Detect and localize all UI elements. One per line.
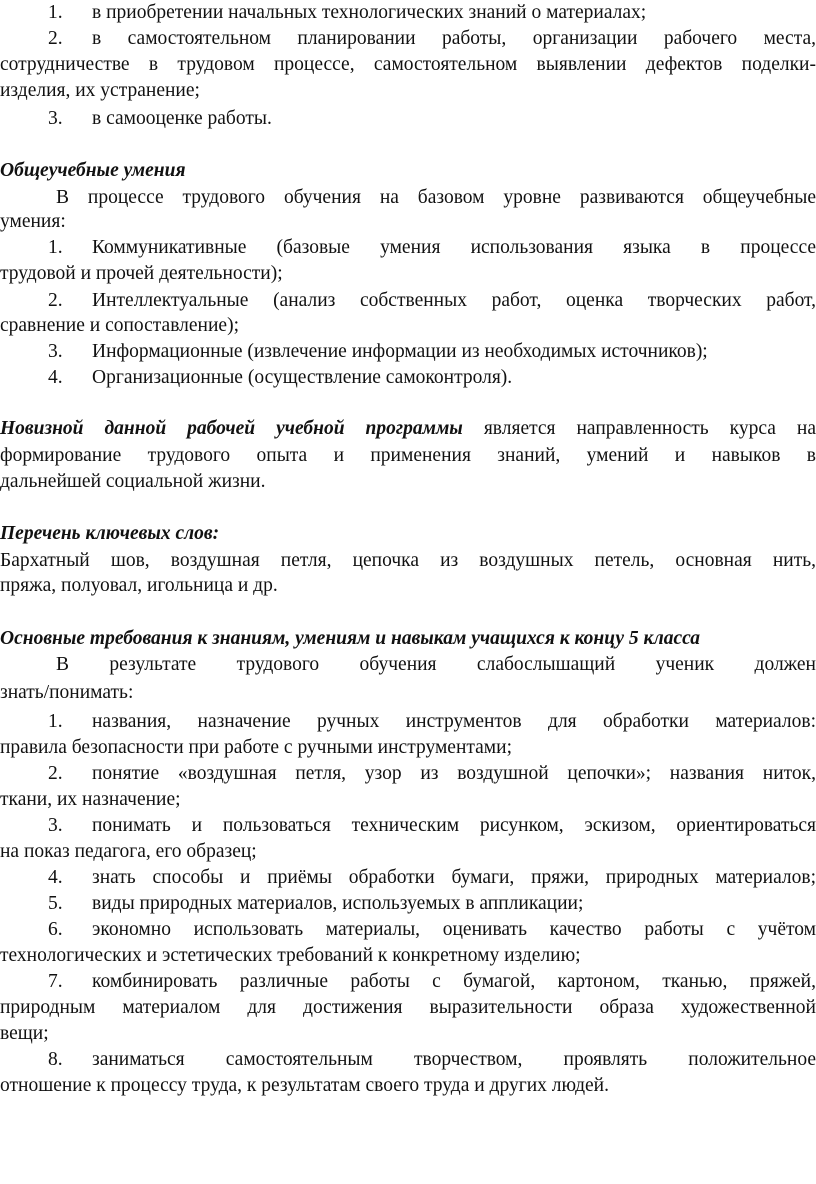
list3-item-7-line-3: вещи;: [0, 1023, 49, 1044]
skills-intro-line-1: В процессе трудового обучения на базовом уровне развиваются общеучебные: [56, 187, 816, 208]
list3-item-7-line-2: природным материалом для достижения выразительности образа художественной: [0, 997, 816, 1018]
list3-item-3: [0, 813, 816, 839]
list-text: знать способы и приёмы обработки бумаги, пряжи, природных материалов;: [92, 867, 816, 888]
list-number: 4.: [48, 367, 63, 388]
novelty-line-1: [0, 416, 816, 442]
list-number: 1.: [48, 2, 63, 23]
list-number: 1.: [48, 237, 63, 258]
list3-item-8: [0, 1047, 816, 1073]
list1-item-2-line-3: изделия, их устранение;: [0, 80, 200, 101]
novelty-line-3: дальнейшей социальной жизни.: [0, 471, 266, 492]
list-text: экономно использовать материалы, оценивать качество работы с учётом: [92, 919, 816, 940]
list-text: понимать и пользоваться техническим рисунком, эскизом, ориентироваться: [92, 815, 816, 836]
list-text: Информационные (извлечение информации из необходимых источников);: [92, 341, 708, 362]
keywords-heading: Перечень ключевых слов:: [0, 523, 220, 544]
list-number: 8.: [48, 1049, 63, 1070]
requirements-intro-line-2: знать/понимать:: [0, 682, 134, 703]
list3-item-8-line-2: отношение к процессу труда, к результатам своего труда и других людей.: [0, 1075, 609, 1096]
list2-item-2-line-2: сравнение и сопоставление);: [0, 315, 239, 336]
list3-item-6-line-2: технологических и эстетических требований к конкретному изделию;: [0, 945, 581, 966]
list2-item-4: [0, 365, 816, 391]
list-text: Коммуникативные (базовые умения использования языка в процессе: [92, 237, 816, 258]
list-text: заниматься самостоятельным творчеством, проявлять положительное: [92, 1049, 816, 1070]
list-text: названия, назначение ручных инструментов для обработки материалов:: [92, 711, 816, 732]
list2-item-1: [0, 235, 816, 261]
list3-item-2: [0, 761, 816, 787]
list-number: 7.: [48, 971, 63, 992]
list3-item-1-line-2: правила безопасности при работе с ручными инструментами;: [0, 737, 512, 758]
list1-item-3: [0, 106, 816, 132]
list3-item-5: [0, 891, 816, 917]
list-text: в самостоятельном планировании работы, организации рабочего места,: [92, 28, 816, 49]
list-text: понятие «воздушная петля, узор из воздушной цепочки»; названия ниток,: [92, 763, 816, 784]
skills-heading: Общеучебные умения: [0, 160, 186, 181]
list2-item-1-line-2: трудовой и прочей деятельности);: [0, 263, 283, 284]
list2-item-2: [0, 288, 816, 314]
list-number: 3.: [48, 341, 63, 362]
list-number: 2.: [48, 763, 63, 784]
list-text: виды природных материалов, используемых в аппликации;: [92, 893, 584, 914]
list-number: 4.: [48, 867, 63, 888]
list3-item-7: [0, 969, 816, 995]
novelty-rest: является направленность курса на: [462, 418, 816, 439]
list-number: 5.: [48, 893, 63, 914]
keywords-line-1: Бархатный шов, воздушная петля, цепочка из воздушных петель, основная нить,: [0, 550, 816, 571]
novelty-line-2: формирование трудового опыта и применения знаний, умений и навыков в: [0, 445, 816, 466]
list-text: в самооценке работы.: [92, 108, 272, 129]
list-text: комбинировать различные работы с бумагой, картоном, тканью, пряжей,: [92, 971, 816, 992]
list-number: 3.: [48, 108, 63, 129]
list3-item-6: [0, 917, 816, 943]
list1-item-2-line-2: сотрудничестве в трудовом процессе, самостоятельном выявлении дефектов поделки-: [0, 54, 816, 75]
requirements-intro-line-1: В результате трудового обучения слабослышащий ученик должен: [56, 654, 816, 675]
list1-item-2: [0, 26, 816, 52]
list-number: 3.: [48, 815, 63, 836]
list2-item-3: [0, 339, 816, 365]
list-text: в приобретении начальных технологических знаний о материалах;: [92, 2, 647, 23]
skills-intro-line-2: умения:: [0, 211, 66, 232]
list3-item-3-line-2: на показ педагога, его образец;: [0, 841, 257, 862]
requirements-heading: Основные требования к знаниям, умениям и навыкам учащихся к концу 5 класса: [0, 628, 701, 649]
novelty-emphasis: Новизной данной рабочей учебной программы: [0, 418, 463, 439]
list-number: 2.: [48, 28, 63, 49]
list-number: 1.: [48, 711, 63, 732]
list-text: Интеллектуальные (анализ собственных работ, оценка творческих работ,: [92, 290, 816, 311]
list3-item-4: [0, 865, 816, 891]
list1-item-1: [0, 0, 816, 26]
list3-item-2-line-2: ткани, их назначение;: [0, 789, 181, 810]
list-number: 6.: [48, 919, 63, 940]
list3-item-1: [0, 709, 816, 735]
list-text: Организационные (осуществление самоконтроля).: [92, 367, 513, 388]
keywords-line-2: пряжа, полуовал, игольница и др.: [0, 575, 278, 596]
list-number: 2.: [48, 290, 63, 311]
